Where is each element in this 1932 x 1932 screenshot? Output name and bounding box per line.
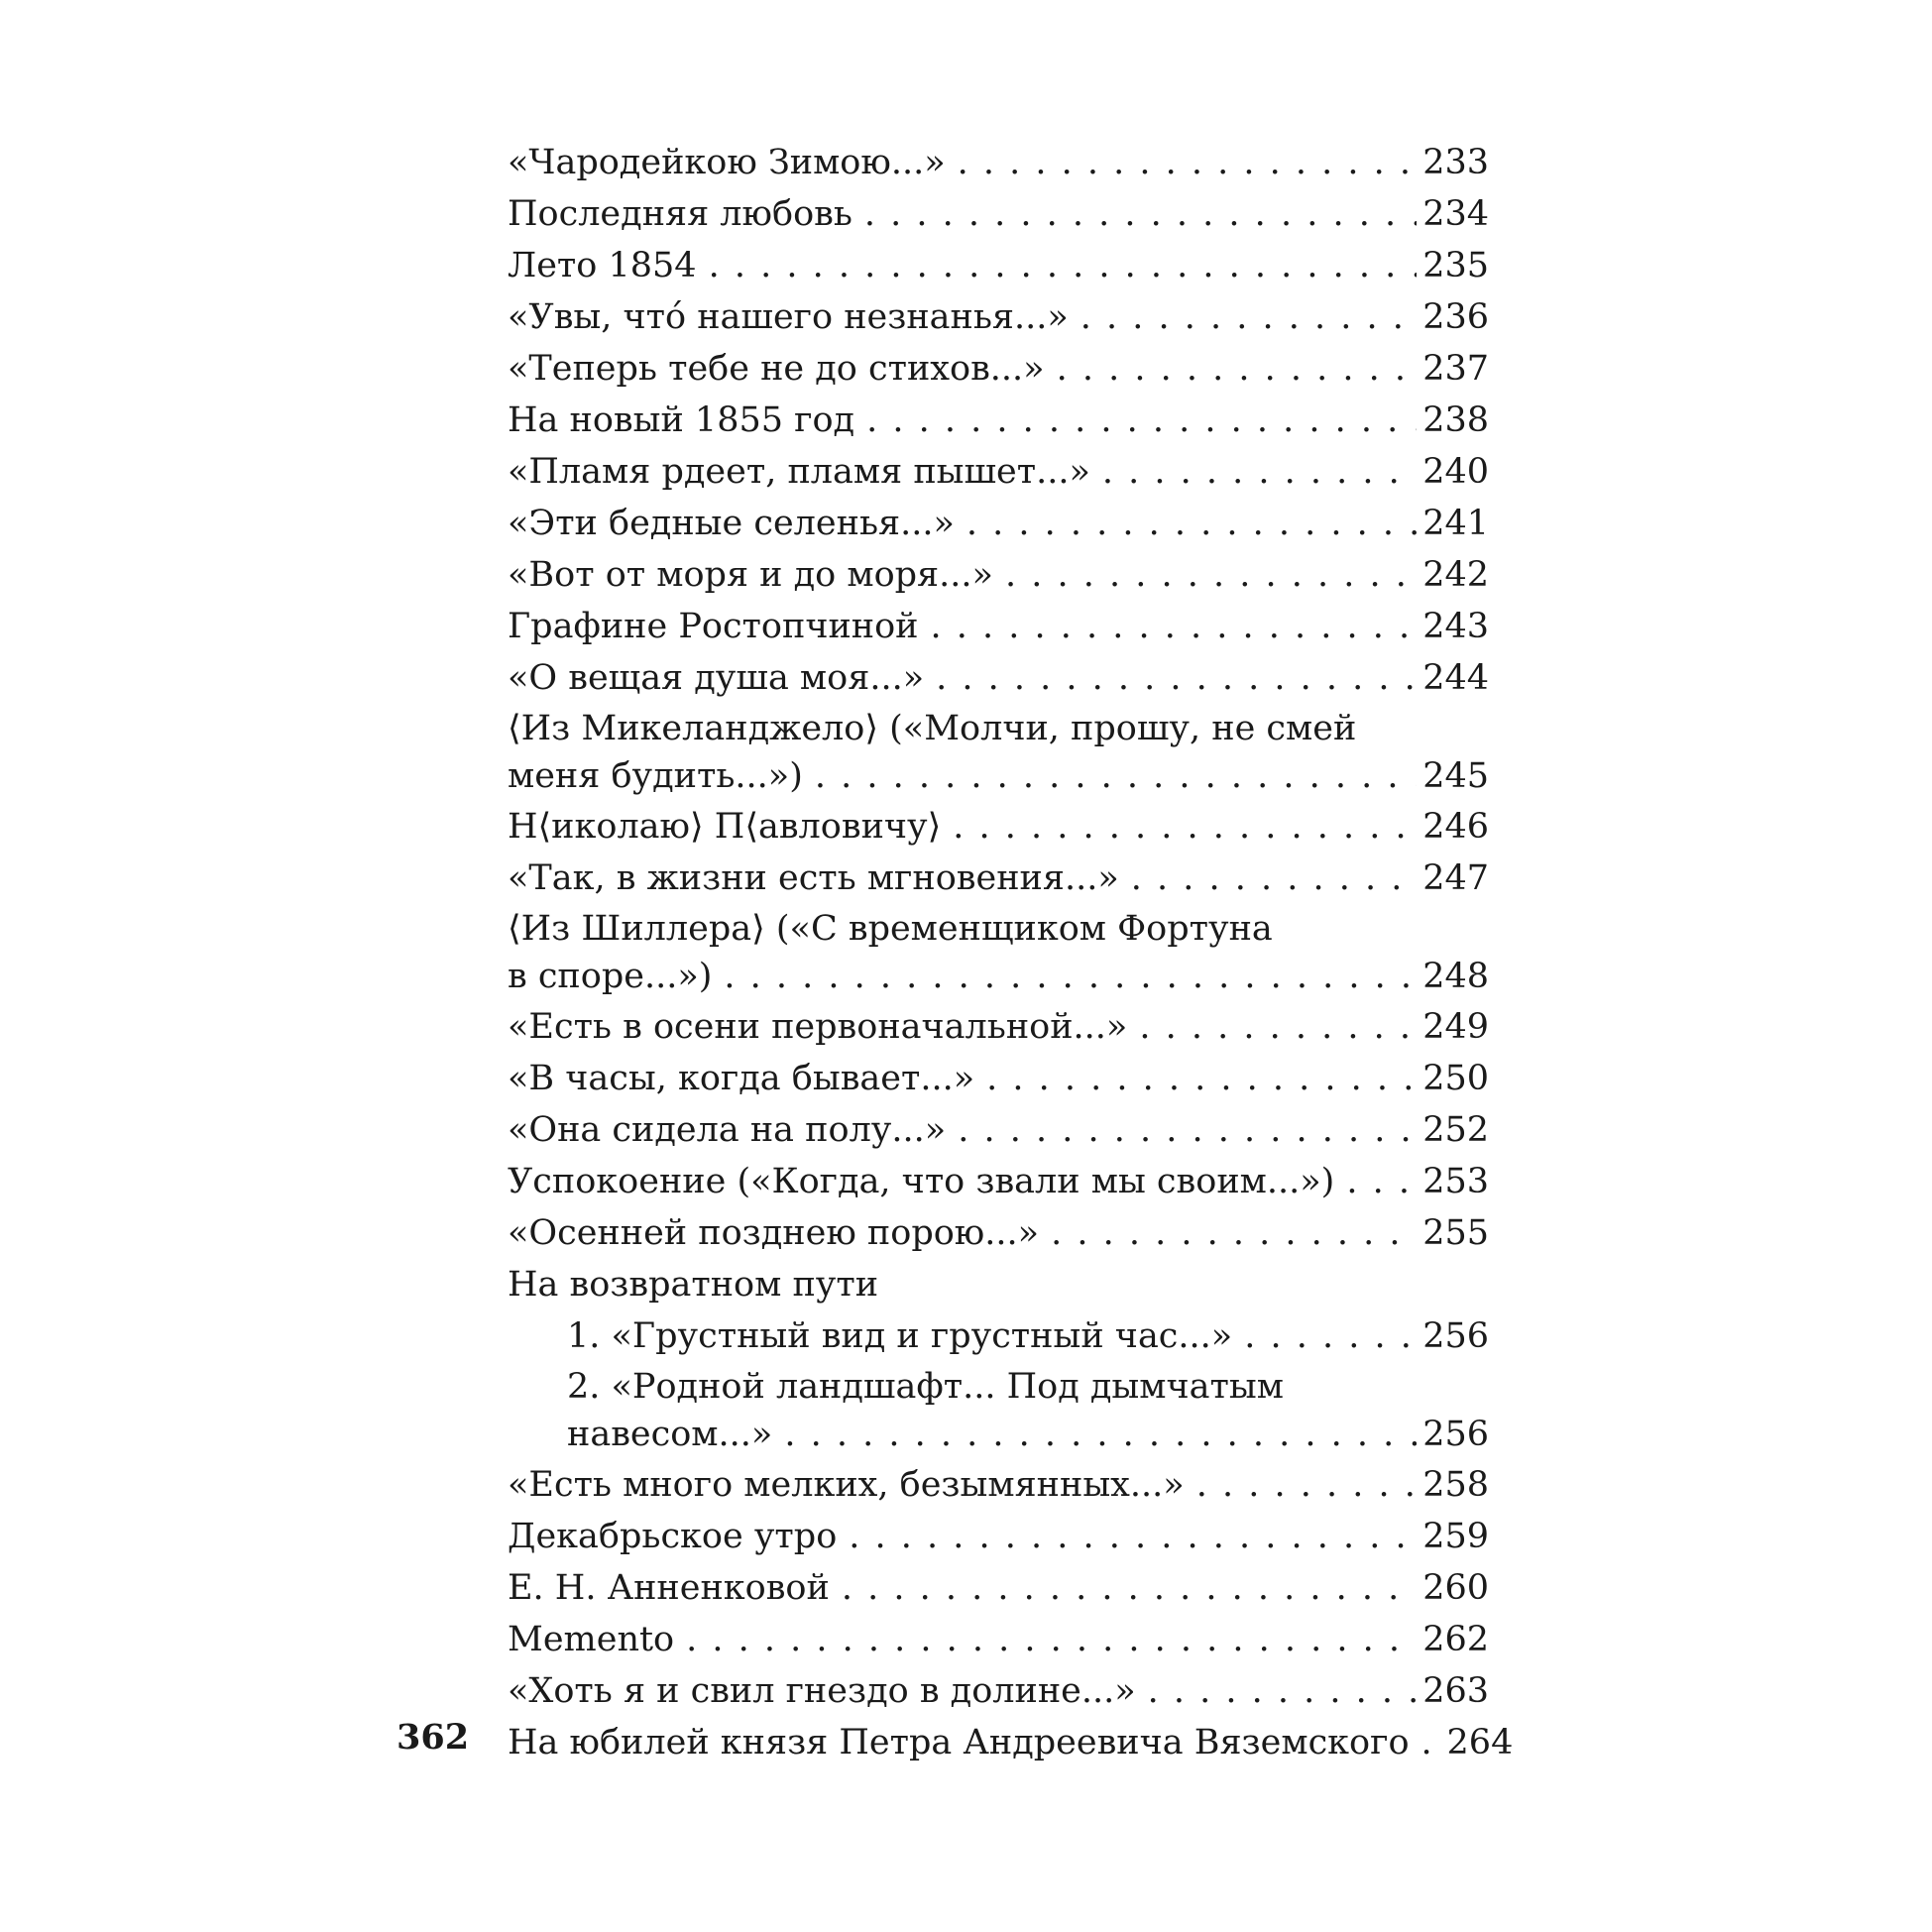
section-heading: На возвратном пути: [508, 1265, 879, 1305]
toc-entry: [508, 549, 1489, 601]
dot-leader: [864, 188, 1417, 240]
toc-entry: [508, 1717, 1514, 1768]
toc-entry: [508, 137, 1489, 188]
entry-title: Е. Н. Анненковой: [508, 1568, 830, 1608]
toc-entry: [508, 1614, 1489, 1665]
dot-leader: [958, 137, 1418, 188]
entry-page: 241: [1422, 504, 1489, 543]
dot-leader: [931, 601, 1418, 652]
dot-leader: [1421, 1717, 1441, 1768]
dot-leader: [1005, 549, 1417, 601]
dot-leader: [1131, 852, 1417, 904]
dot-leader: [709, 240, 1418, 291]
toc-entry: [508, 1104, 1489, 1156]
entry-page: 253: [1422, 1162, 1489, 1201]
dot-leader: [1244, 1310, 1417, 1362]
page-number: 362: [397, 1717, 470, 1758]
entry-title: Н⟨иколаю⟩ П⟨авловичу⟩: [508, 807, 942, 847]
toc-entry: [508, 1511, 1489, 1562]
entry-title-line2: навесом...»: [567, 1415, 773, 1454]
entry-page: 233: [1422, 143, 1489, 182]
entry-title: «Теперь тебе не до стихов...»: [508, 349, 1045, 389]
entry-page: 263: [1422, 1671, 1489, 1711]
entry-title: «Осенней позднею порою...»: [508, 1213, 1040, 1253]
toc-entry: [508, 240, 1489, 291]
entry-title: «Увы, что́ нашего незнанья...»: [508, 297, 1069, 337]
entry-title-line1: 2. «Родной ландшафт... Под дымчатым: [567, 1367, 1284, 1407]
dot-leader: [1102, 446, 1417, 498]
entry-title: Графине Ростопчиной: [508, 607, 919, 646]
toc-entry: [508, 1001, 1489, 1053]
toc-entry: [508, 498, 1489, 549]
dot-leader: [724, 952, 1417, 1001]
entry-page: 258: [1422, 1465, 1489, 1505]
toc-entry: [508, 395, 1489, 446]
toc-subentry: [508, 1310, 1489, 1362]
toc-entry-multiline: [508, 904, 1489, 1001]
dot-leader: [953, 801, 1417, 852]
entry-title: На юбилей князя Петра Андреевича Вяземского: [508, 1723, 1410, 1762]
entry-title: Успокоение («Когда, что звали мы своим...»): [508, 1162, 1335, 1201]
entry-page: 236: [1422, 297, 1489, 337]
dot-leader: [1196, 1459, 1417, 1511]
entry-page: 247: [1422, 858, 1489, 898]
entry-title: На новый 1855 год: [508, 400, 855, 440]
entry-page: 245: [1422, 756, 1489, 796]
dot-leader: [958, 1104, 1417, 1156]
dot-leader: [1080, 291, 1417, 343]
entry-page: 249: [1422, 1007, 1489, 1047]
entry-title: «Вот от моря и до моря...»: [508, 555, 993, 595]
toc-entry: [508, 801, 1489, 852]
entry-title: «О вещая душа моя...»: [508, 658, 925, 698]
entry-title: «В часы, когда бывает...»: [508, 1059, 975, 1098]
dot-leader: [842, 1562, 1417, 1614]
toc-entry: [508, 1156, 1489, 1207]
toc-entry: [508, 852, 1489, 904]
table-of-contents: [508, 137, 1514, 1768]
dot-leader: [936, 652, 1417, 704]
entry-title: «Чародейкою Зимою...»: [508, 143, 946, 182]
toc-entry: [508, 343, 1489, 395]
toc-entry: [508, 1665, 1489, 1717]
entry-page: 243: [1422, 607, 1489, 646]
entry-line2: [508, 751, 1489, 801]
entry-line2: [567, 1410, 1489, 1459]
entry-title-line2: в споре...»): [508, 957, 713, 996]
dot-leader: [1148, 1665, 1418, 1717]
entry-page: 256: [1422, 1415, 1489, 1454]
dot-leader: [966, 498, 1417, 549]
toc-entry: [508, 188, 1489, 240]
dot-leader: [1346, 1156, 1417, 1207]
entry-page: 256: [1422, 1316, 1489, 1356]
dot-leader: [866, 395, 1417, 446]
toc-entry: [508, 291, 1489, 343]
dot-leader: [986, 1053, 1417, 1104]
toc-entry: [508, 1207, 1489, 1259]
toc-entry: [508, 652, 1489, 704]
entry-page: 248: [1422, 957, 1489, 996]
dot-leader: [686, 1614, 1417, 1665]
toc-entry: [508, 446, 1489, 498]
entry-page: 237: [1422, 349, 1489, 389]
toc-entry: [508, 1053, 1489, 1104]
entry-page: 244: [1422, 658, 1489, 698]
entry-title: «Есть много мелких, безымянных...»: [508, 1465, 1185, 1505]
toc-entry: [508, 1562, 1489, 1614]
entry-title-line1: ⟨Из Шиллера⟩ («С временщиком Фортуна: [508, 909, 1273, 949]
dot-leader: [1057, 343, 1418, 395]
entry-page: 259: [1422, 1517, 1489, 1556]
entry-title-line1: ⟨Из Микеланджело⟩ («Молчи, прошу, не смей: [508, 709, 1357, 748]
toc-entry-multiline: [508, 704, 1489, 801]
entry-page: 238: [1422, 400, 1489, 440]
dot-leader: [1139, 1001, 1417, 1053]
entry-page: 240: [1422, 452, 1489, 492]
entry-title: 1. «Грустный вид и грустный час...»: [567, 1316, 1233, 1356]
entry-title: «Пламя рдеет, пламя пышет...»: [508, 452, 1090, 492]
entry-title-line2: меня будить...»): [508, 756, 803, 796]
entry-page: 255: [1422, 1213, 1489, 1253]
entry-title: Декабрьское утро: [508, 1517, 838, 1556]
entry-line2: [508, 952, 1489, 1001]
entry-title: Последняя любовь: [508, 194, 852, 234]
entry-title: «Она сидела на полу...»: [508, 1110, 947, 1150]
toc-entry: [508, 1459, 1489, 1511]
entry-title: «Эти бедные селенья...»: [508, 504, 955, 543]
entry-page: 262: [1422, 1620, 1489, 1659]
entry-page: 260: [1422, 1568, 1489, 1608]
entry-page: 246: [1422, 807, 1489, 847]
entry-page: 242: [1422, 555, 1489, 595]
entry-title: Лето 1854: [508, 246, 697, 285]
dot-leader: [815, 751, 1417, 801]
dot-leader: [784, 1410, 1417, 1459]
toc-subentry-multiline: [508, 1362, 1489, 1459]
entry-title: Memento: [508, 1620, 675, 1659]
dot-leader: [1051, 1207, 1417, 1259]
entry-page: 264: [1446, 1723, 1514, 1762]
dot-leader: [849, 1511, 1417, 1562]
entry-page: 235: [1422, 246, 1489, 285]
entry-title: «Есть в осени первоначальной...»: [508, 1007, 1128, 1047]
toc-entry: [508, 601, 1489, 652]
entry-page: 252: [1422, 1110, 1489, 1150]
entry-title: «Хоть я и свил гнездо в долине...»: [508, 1671, 1136, 1711]
entry-page: 234: [1422, 194, 1489, 234]
entry-title: «Так, в жизни есть мгновения...»: [508, 858, 1119, 898]
entry-page: 250: [1422, 1059, 1489, 1098]
